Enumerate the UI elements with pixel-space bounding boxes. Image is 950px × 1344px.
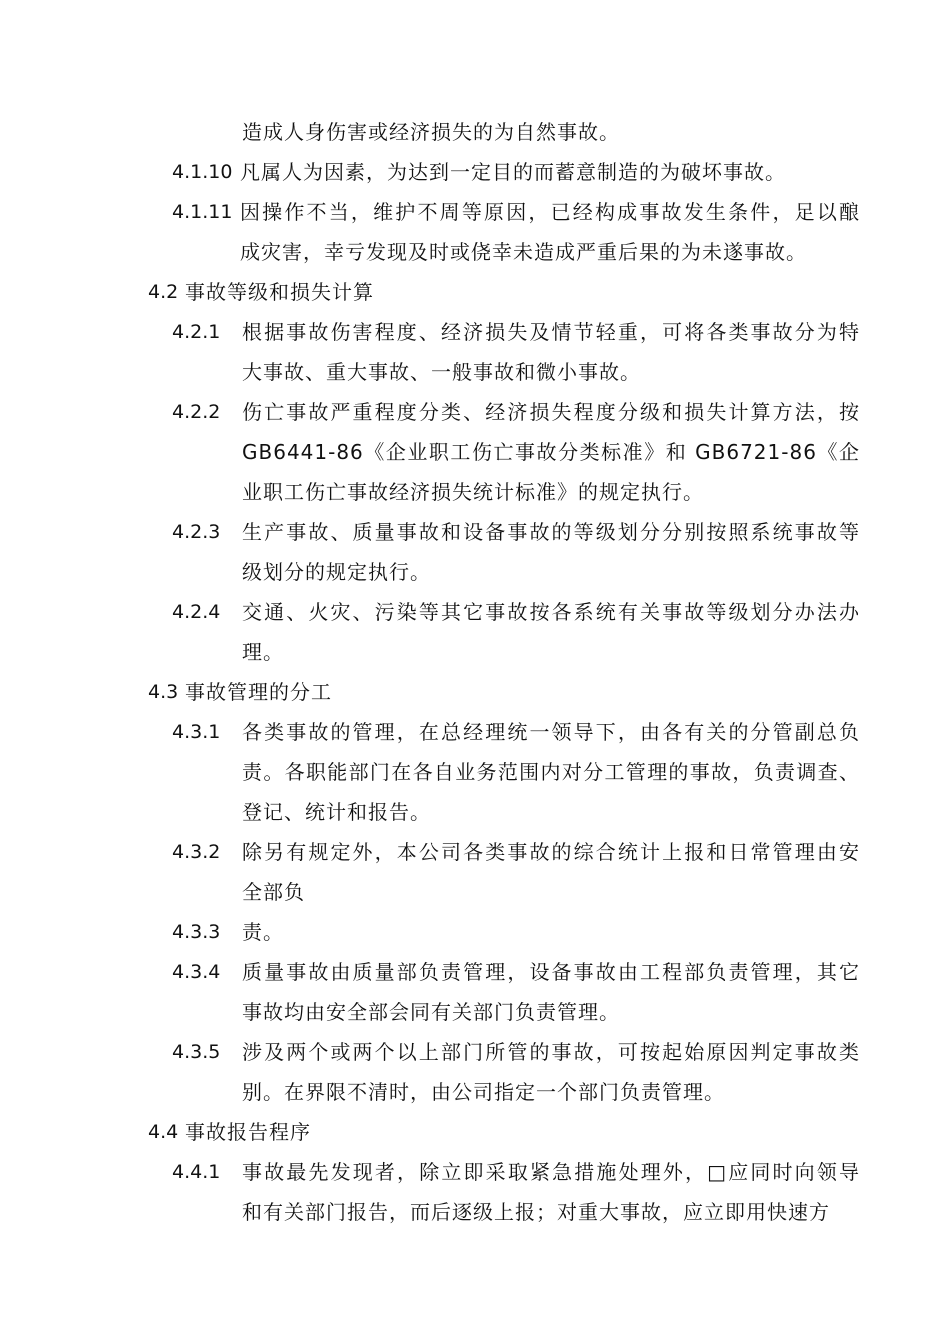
section-number-4-2: 4.2 xyxy=(148,281,179,303)
clause-number-4-2-3: 4.2.3 xyxy=(172,521,221,543)
clause-text-4-2-3-line-1: 级划分的规定执行。 xyxy=(242,560,431,584)
clause-text-4-2-4-line-0: 交通、火灾、污染等其它事故按各系统有关事故等级划分办法办 xyxy=(242,600,860,624)
clause-text-4-1-11-line-1: 成灾害，幸亏发现及时或侥幸未造成严重后果的为未遂事故。 xyxy=(240,240,807,264)
clause-number-4-2-1: 4.2.1 xyxy=(172,321,221,343)
clause-text-4-4-1-line-0: 事故最先发现者，除立即采取紧急措施处理外，□应同时向领导 xyxy=(242,1160,860,1184)
section-number-4-4: 4.4 xyxy=(148,1121,179,1143)
clause-text-4-1-10-line-0: 凡属人为因素，为达到一定目的而蓄意制造的为破坏事故。 xyxy=(240,160,786,184)
section-heading-4-4-line-0: 事故报告程序 xyxy=(185,1120,311,1144)
section-heading-4-2-line-0: 事故等级和损失计算 xyxy=(185,280,374,304)
clause-text-4-2-4-line-1: 理。 xyxy=(242,640,284,664)
clause-text-4-4-1-line-1: 和有关部门报告，而后逐级上报；对重大事故，应立即用快速方 xyxy=(242,1200,830,1224)
clause-text-4-3-5-line-1: 别。在界限不清时，由公司指定一个部门负责管理。 xyxy=(242,1080,725,1104)
clause-text-4-2-2-line-0: 伤亡事故严重程度分类、经济损失程度分级和损失计算方法，按 xyxy=(242,400,860,424)
clause-number-4-3-1: 4.3.1 xyxy=(172,721,221,743)
clause-number-4-3-4: 4.3.4 xyxy=(172,961,221,983)
clause-number-4-3-3: 4.3.3 xyxy=(172,921,221,943)
clause-text-4-3-1-line-2: 登记、统计和报告。 xyxy=(242,800,431,824)
clause-text-4-3-1-line-0: 各类事故的管理，在总经理统一领导下，由各有关的分管副总负 xyxy=(242,720,860,744)
clause-text-4-2-2-line-1: GB6441-86《企业职工伤亡事故分类标准》和 GB6721-86《企 xyxy=(242,440,860,464)
section-heading-4-3-line-0: 事故管理的分工 xyxy=(185,680,332,704)
clause-text-4-1-11-line-0: 因操作不当，维护不周等原因，已经构成事故发生条件，足以酿 xyxy=(240,200,860,224)
clause-number-4-2-4: 4.2.4 xyxy=(172,601,221,623)
clause-text-4-3-4-line-1: 事故均由安全部会同有关部门负责管理。 xyxy=(242,1000,620,1024)
clause-number-4-1-11: 4.1.11 xyxy=(172,201,233,223)
clause-text-4-2-1-line-0: 根据事故伤害程度、经济损失及情节轻重，可将各类事故分为特 xyxy=(242,320,860,344)
clause-text-4-3-2-line-0: 除另有规定外，本公司各类事故的综合统计上报和日常管理由安 xyxy=(242,840,860,864)
clause-text-4-2-1-line-1: 大事故、重大事故、一般事故和微小事故。 xyxy=(242,360,641,384)
clause-text-4-3-4-line-0: 质量事故由质量部负责管理，设备事故由工程部负责管理，其它 xyxy=(242,960,860,984)
clause-text-4-2-2-line-2: 业职工伤亡事故经济损失统计标准》的规定执行。 xyxy=(242,480,704,504)
clause-number-4-3-2: 4.3.2 xyxy=(172,841,221,863)
clause-text-4-3-2-line-1: 全部负 xyxy=(242,880,305,904)
clause-number-4-3-5: 4.3.5 xyxy=(172,1041,221,1063)
clause-number-4-4-1: 4.4.1 xyxy=(172,1161,221,1183)
clause-number-4-2-2: 4.2.2 xyxy=(172,401,221,423)
clause-text-4-3-5-line-0: 涉及两个或两个以上部门所管的事故，可按起始原因判定事故类 xyxy=(242,1040,860,1064)
continuation-text-line-0: 造成人身伤害或经济损失的为自然事故。 xyxy=(242,120,620,144)
clause-text-4-2-3-line-0: 生产事故、质量事故和设备事故的等级划分分别按照系统事故等 xyxy=(242,520,860,544)
clause-number-4-1-10: 4.1.10 xyxy=(172,161,233,183)
section-number-4-3: 4.3 xyxy=(148,681,179,703)
clause-text-4-3-3-line-0: 责。 xyxy=(242,920,284,944)
clause-text-4-3-1-line-1: 责。各职能部门在各自业务范围内对分工管理的事故，负责调查、 xyxy=(242,760,860,784)
